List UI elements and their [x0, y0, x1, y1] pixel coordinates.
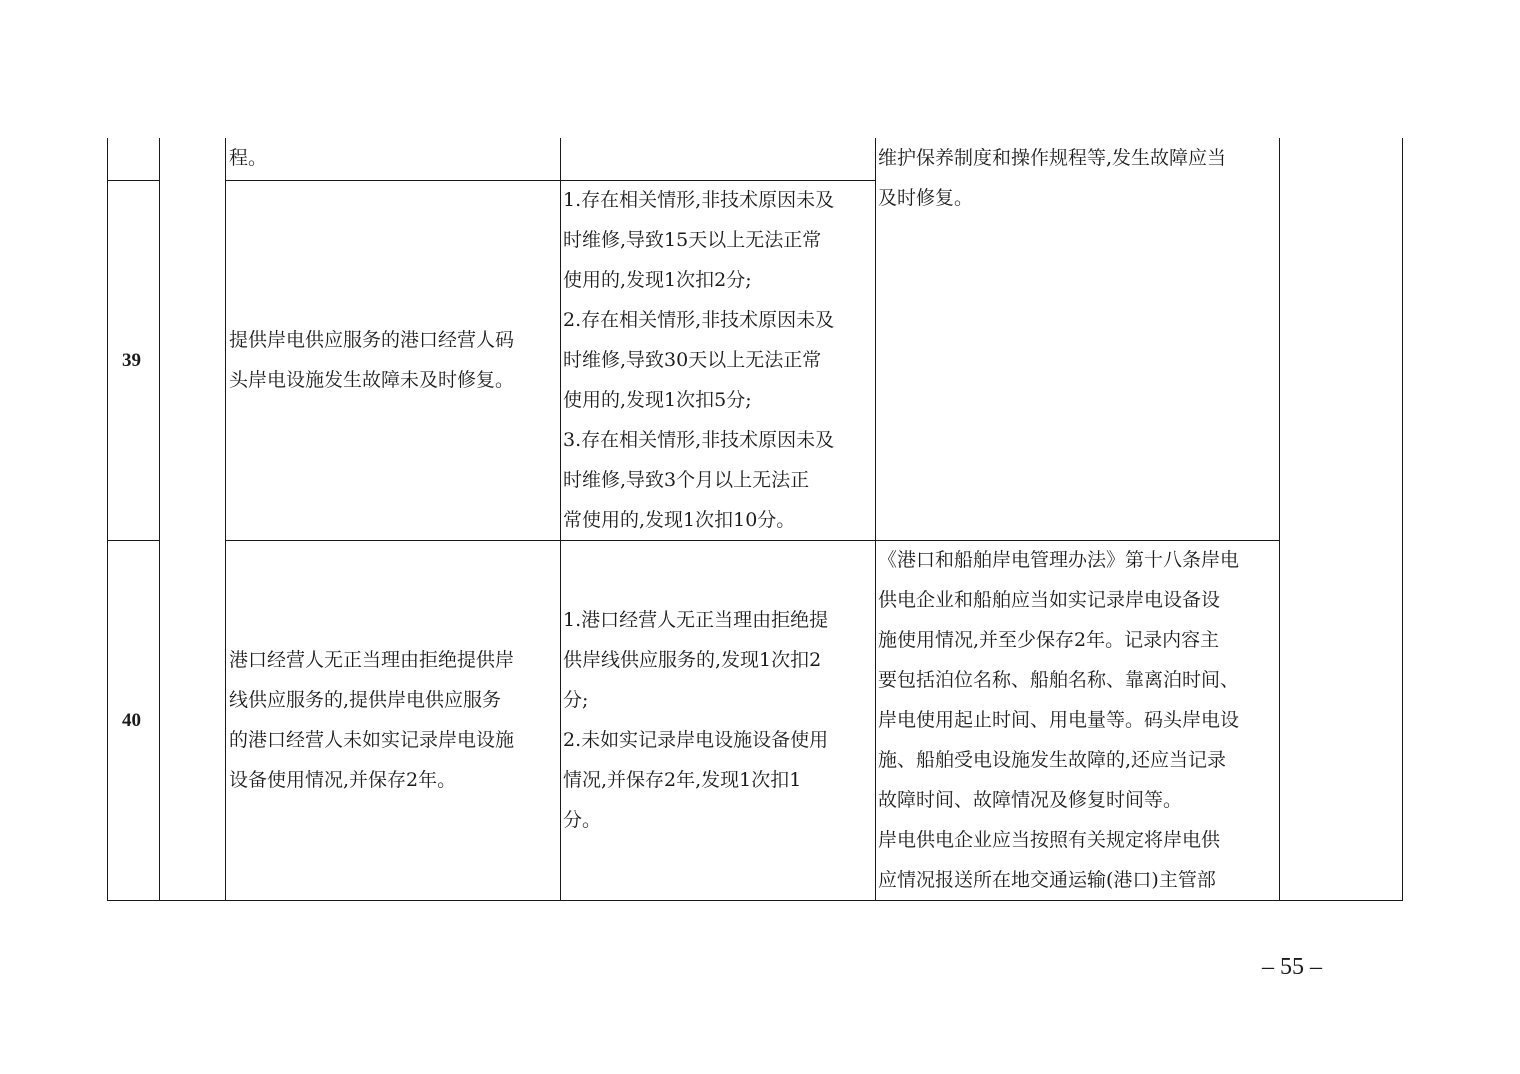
table-border-left	[107, 138, 108, 901]
basis-line: 施、船舶受电设施发生故障的,还应当记录	[878, 749, 1227, 771]
row-number-40: 40	[122, 710, 141, 731]
row-divider	[107, 180, 160, 181]
scoring-cell-39	[563, 180, 834, 540]
scoring-line: 时维修,导致30天以上无法正常	[563, 349, 822, 371]
conduct-line: 线供应服务的,提供岸电供应服务	[229, 689, 502, 711]
basis-line: 及时修复。	[878, 187, 974, 209]
row-number-39: 39	[122, 350, 141, 371]
basis-line: 《港口和船舶岸电管理办法》第十八条岸电	[878, 549, 1240, 571]
scoring-line: 情况,并保存2年,发现1次扣1	[563, 769, 802, 791]
conduct-line: 设备使用情况,并保存2年。	[229, 769, 457, 791]
basis-cell-40	[878, 540, 1239, 900]
basis-line: 故障时间、故障情况及修复时间等。	[878, 789, 1183, 811]
col-divider	[1279, 138, 1280, 901]
conduct-line: 港口经营人无正当理由拒绝提供岸	[229, 649, 515, 671]
scoring-line: 使用的,发现1次扣2分;	[563, 269, 752, 291]
scoring-cell-40	[563, 600, 828, 840]
scoring-line: 分。	[563, 809, 602, 831]
basis-line: 应情况报送所在地交通运输(港口)主管部	[878, 869, 1216, 891]
scoring-line: 时维修,导致3个月以上无法正	[563, 469, 810, 491]
table-border-bottom	[107, 900, 1403, 901]
scoring-line: 2.存在相关情形,非技术原因未及	[563, 309, 835, 331]
basis-line: 供电企业和船舶应当如实记录岸电设备设	[878, 589, 1221, 611]
scoring-line: 时维修,导致15天以上无法正常	[563, 229, 822, 251]
conduct-line: 的港口经营人未如实记录岸电设施	[229, 729, 515, 751]
conduct-cell-40	[229, 640, 514, 800]
conduct-line: 程。	[229, 147, 268, 169]
col-divider	[159, 138, 160, 901]
conduct-line: 头岸电设施发生故障未及时修复。	[229, 369, 515, 391]
scoring-line: 使用的,发现1次扣5分;	[563, 389, 752, 411]
continued-conduct-cell	[229, 138, 267, 178]
conduct-line: 提供岸电供应服务的港口经营人码	[229, 329, 515, 351]
scoring-line: 3.存在相关情形,非技术原因未及	[563, 429, 835, 451]
basis-line: 维护保养制度和操作规程等,发生故障应当	[878, 147, 1227, 169]
basis-cell-continued	[878, 138, 1226, 218]
col-divider	[560, 138, 561, 901]
basis-line: 要包括泊位名称、船舶名称、靠离泊时间、	[878, 669, 1240, 691]
scoring-line: 供岸线供应服务的,发现1次扣2	[563, 649, 822, 671]
col-divider	[875, 138, 876, 901]
page-number: – 55 –	[1262, 954, 1322, 980]
col-divider	[225, 138, 226, 901]
basis-line: 岸电供电企业应当按照有关规定将岸电供	[878, 829, 1221, 851]
conduct-cell-39	[229, 320, 514, 400]
row-divider	[107, 540, 160, 541]
scoring-line: 分;	[563, 689, 589, 711]
basis-line: 施使用情况,并至少保存2年。记录内容主	[878, 629, 1220, 651]
scoring-line: 常使用的,发现1次扣10分。	[563, 509, 796, 531]
scoring-line: 1.存在相关情形,非技术原因未及	[563, 189, 835, 211]
scoring-line: 2.未如实记录岸电设施设备使用	[563, 729, 829, 751]
basis-line: 岸电使用起止时间、用电量等。码头岸电设	[878, 709, 1240, 731]
scoring-line: 1.港口经营人无正当理由拒绝提	[563, 609, 829, 631]
table-border-right	[1402, 138, 1403, 901]
